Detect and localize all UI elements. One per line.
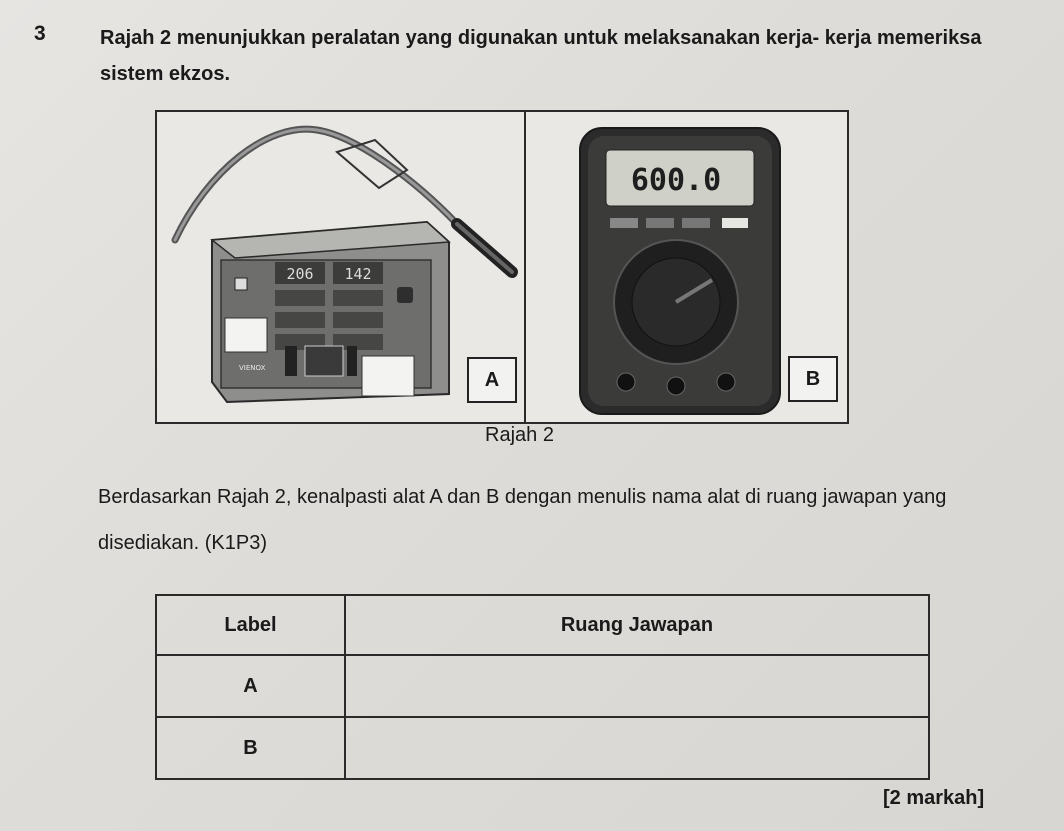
figure-panel-b — [526, 112, 847, 422]
header-answer-space: Ruang Jawapan — [345, 595, 929, 655]
header-label: Label — [156, 595, 345, 655]
question-number: 3 — [34, 22, 46, 45]
table-row — [156, 717, 929, 779]
analyzer-display-left: 206 — [286, 265, 314, 283]
question-text: Rajah 2 menunjukkan peralatan yang digunakan untuk melaksanakan kerja- kerja memeriksa sistem ekzos. — [100, 27, 982, 85]
answer-table — [155, 594, 930, 780]
figure-label-a: A — [467, 357, 517, 403]
figure-panel-a — [157, 112, 524, 422]
answer-cell-b[interactable] — [345, 717, 929, 779]
instruction-text: Berdasarkan Rajah 2, kenalpasti alat A dan B dengan menulis nama alat di ruang jawapan yang disediakan. (K1P3) — [98, 486, 947, 554]
analyzer-brand: VIENOX — [239, 364, 266, 372]
multimeter-reading: 600.0 — [630, 163, 722, 198]
row-label-a: A — [156, 655, 345, 717]
row-label-b: B — [156, 717, 345, 779]
table-row — [156, 655, 929, 717]
answer-table-header-row — [156, 595, 929, 655]
marks-label: [2 markah] — [883, 787, 985, 809]
answer-cell-a[interactable] — [345, 655, 929, 717]
figure-rajah-2 — [155, 110, 849, 424]
figure-caption: Rajah 2 — [485, 424, 554, 446]
figure-label-b: B — [788, 356, 838, 402]
analyzer-display-right: 142 — [344, 265, 372, 283]
